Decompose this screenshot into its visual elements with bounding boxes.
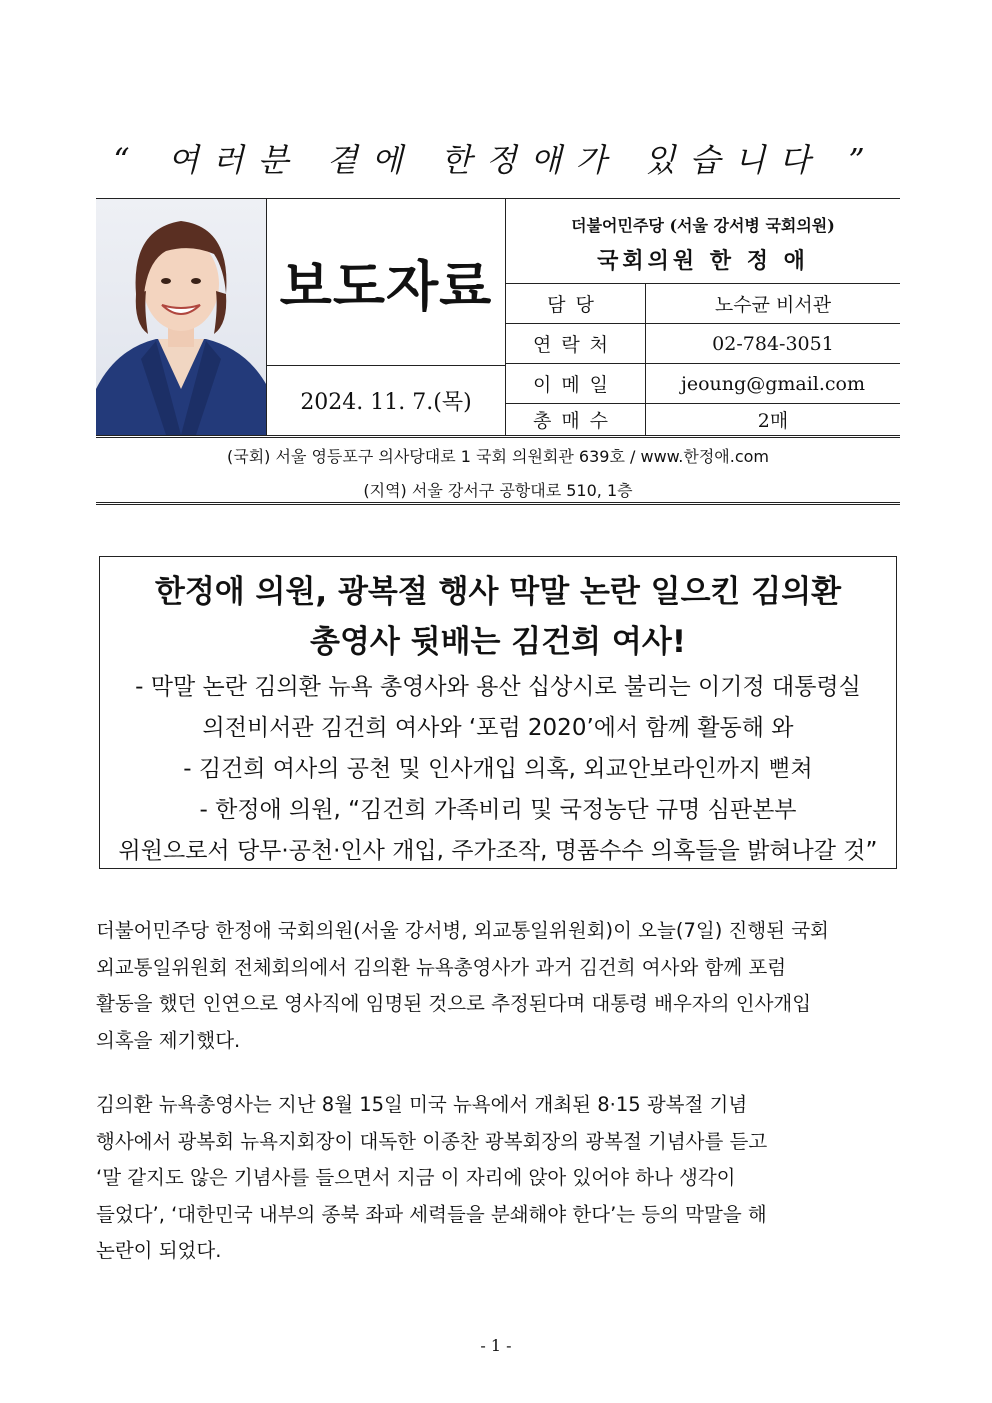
body-line: 활동을 했던 인연으로 영사직에 임명된 것으로 추정된다며 대통령 배우자의 인사개입 <box>96 992 812 1015</box>
info-value: 노수균 비서관 <box>714 294 832 316</box>
page-number: - 1 - <box>480 1336 512 1355</box>
info-row-contact-person <box>506 284 900 324</box>
address-national-assembly: (국회) 서울 영등포구 의사당대로 1 국회 의원회관 639호 / www.한정애.com <box>227 447 769 466</box>
headline-subpoint: - 막말 논란 김의환 뉴욕 총영사와 용산 십상시로 불리는 이기정 대통령실 <box>135 674 861 700</box>
headline-title: 한정애 의원, 광복절 행사 막말 논란 일으킨 김의환 <box>154 574 842 610</box>
press-release-header <box>96 198 900 438</box>
info-label: 총매수 <box>506 404 646 435</box>
info-label: 이메일 <box>506 364 646 403</box>
info-value: jeoung@gmail.com <box>680 372 865 395</box>
member-line: 국회의원 한 정 애 <box>597 248 809 274</box>
info-label: 연락처 <box>506 324 646 363</box>
release-date: 2024. 11. 7.(목) <box>267 366 506 435</box>
headline-subpoint: 의전비서관 김건희 여사와 ‘포럼 2020’에서 함께 활동해 와 <box>202 715 794 741</box>
lawmaker-photo <box>96 199 267 435</box>
body-line: 행사에서 광복회 뉴욕지회장이 대독한 이종찬 광복회장의 광복절 기념사를 듣고 <box>96 1129 768 1153</box>
press-release-title: 보도자료 <box>279 254 493 318</box>
body-line: 김의환 뉴욕총영사는 지난 8월 15일 미국 뉴욕에서 개최된 8·15 광복절 기념 <box>96 1093 748 1116</box>
info-row-page-count <box>506 404 900 435</box>
press-release-title-cell <box>267 199 506 366</box>
party-line: 더불어민주당 (서울 강서병 국회의원) <box>571 216 835 235</box>
body-paragraph <box>96 1087 900 1270</box>
info-row-email <box>506 364 900 404</box>
headline-title: 총영사 뒷배는 김건희 여사! <box>310 624 686 660</box>
headline-subpoint: - 한정애 의원, “김건희 가족비리 및 국정농단 규명 심판본부 <box>199 797 797 823</box>
body-line: 더불어민주당 한정애 국회의원(서울 강서병, 외교통일위원회)이 오늘(7일) 진행된 국회 <box>96 919 829 942</box>
slogan: “ 여러분 곁에 한정애가 있습니다 ” <box>113 141 879 179</box>
headline-subpoint: 위원으로서 당무·공천·인사 개입, 주가조작, 명품수수 의혹들을 밝혀나갈 것” <box>118 838 878 864</box>
info-value: 02-784-3051 <box>712 332 834 355</box>
party-info <box>506 199 900 284</box>
body-line: 논란이 되었다. <box>96 1239 222 1262</box>
body-line: 외교통일위원회 전체회의에서 김의환 뉴욕총영사가 과거 김건희 여사와 함께 포럼 <box>96 955 787 979</box>
body-line: 들었다’, ‘대한민국 내부의 종북 좌파 세력들을 분쇄해야 한다’는 등의 막말을 해 <box>96 1202 767 1226</box>
info-value: 2매 <box>757 410 789 432</box>
headline-box <box>99 556 897 869</box>
body-line: ‘말 같지도 않은 기념사를 들으면서 지금 이 자리에 앉아 있어야 하나 생각이 <box>96 1166 736 1189</box>
address-local-office: (지역) 서울 강서구 공항대로 510, 1층 <box>363 481 633 500</box>
body-line: 의혹을 제기했다. <box>96 1028 241 1052</box>
divider <box>96 502 900 505</box>
info-label: 담당 <box>506 284 646 323</box>
headline-subpoint: - 김건희 여사의 공천 및 인사개입 의혹, 외교안보라인까지 뻗쳐 <box>183 756 813 782</box>
body-paragraph <box>96 913 900 1059</box>
info-row-phone <box>506 324 900 364</box>
